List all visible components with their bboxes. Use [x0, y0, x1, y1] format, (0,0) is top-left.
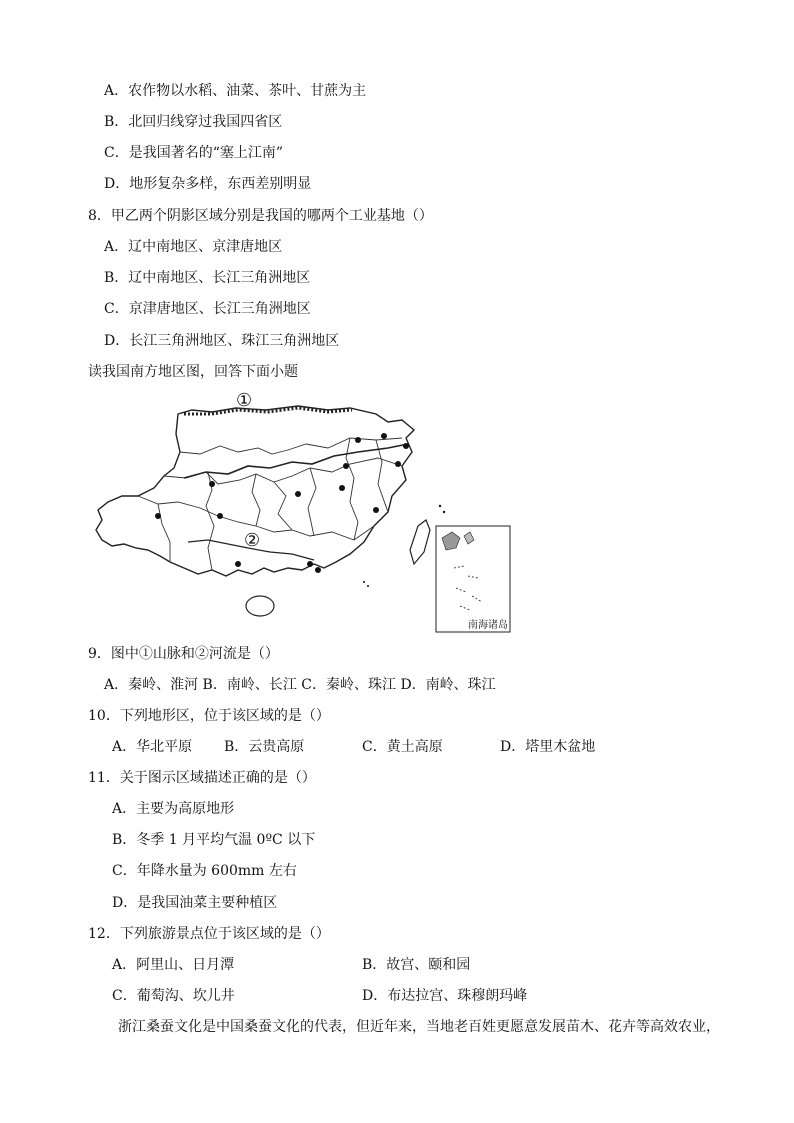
q7-option-b: B．北回归线穿过我国四省区 — [104, 114, 283, 130]
q11-option-d: D．是我国油菜主要种植区 — [112, 895, 278, 911]
q8-option-d: D．长江三角洲地区、珠江三角洲地区 — [104, 333, 340, 349]
q7-option-c: C．是我国著名的“塞上江南” — [104, 145, 284, 161]
inset-label: 南海诸岛 — [468, 620, 508, 631]
q9-stem: 9．图中①山脉和②河流是（） — [88, 646, 279, 662]
q12-option-a: A．阿里山、日月潭 — [112, 957, 235, 973]
q12-option-b: B．故宫、颐和园 — [362, 957, 471, 973]
q9-options: A．秦岭、淮河 B．南岭、长江 C．秦岭、珠江 D．南岭、珠江 — [104, 677, 496, 693]
q10-option-b: B．云贵高原 — [224, 739, 305, 755]
section-intro: 读我国南方地区图，回答下面小题 — [88, 364, 298, 380]
q11-stem: 11．关于图示区域描述正确的是（） — [88, 770, 316, 786]
q11-option-b: B．冬季 1 月平均气温 0ºC 以下 — [112, 832, 316, 848]
q10-option-c: C．黄土高原 — [362, 739, 443, 755]
map-label-mountain: ① — [236, 392, 253, 411]
q8-option-c: C．京津唐地区、长江三角洲地区 — [104, 301, 311, 317]
q10-stem: 10．下列地形区，位于该区域的是（） — [88, 708, 330, 724]
map-label-river: ② — [244, 530, 261, 551]
q12-option-c: C．葡萄沟、坎儿井 — [112, 988, 235, 1004]
q10-option-a: A．华北平原 — [112, 739, 193, 755]
q7-option-a: A．农作物以水稻、油菜、茶叶、甘蔗为主 — [104, 83, 367, 99]
q8-option-a: A．辽中南地区、京津唐地区 — [104, 239, 283, 255]
q12-option-d: D．布达拉宫、珠穆朗玛峰 — [362, 988, 528, 1004]
closing-paragraph: 浙江桑蚕文化是中国桑蚕文化的代表，但近年来，当地老百姓更愿意发展苗木、花卉等高效农业， — [118, 1019, 720, 1035]
southern-china-map — [88, 392, 516, 636]
q12-stem: 12．下列旅游景点位于该区域的是（） — [88, 926, 330, 942]
q11-option-c: C．年降水量为 600mm 左右 — [112, 863, 297, 879]
q8-stem: 8．甲乙两个阴影区域分别是我国的哪两个工业基地（） — [88, 208, 433, 224]
south-china-sea-inset — [436, 526, 510, 632]
q8-option-b: B．辽中南地区、长江三角洲地区 — [104, 270, 311, 286]
q11-option-a: A．主要为高原地形 — [112, 801, 235, 817]
q10-option-d: D．塔里木盆地 — [500, 739, 596, 755]
q7-option-d: D．地形复杂多样，东西差别明显 — [104, 176, 312, 192]
